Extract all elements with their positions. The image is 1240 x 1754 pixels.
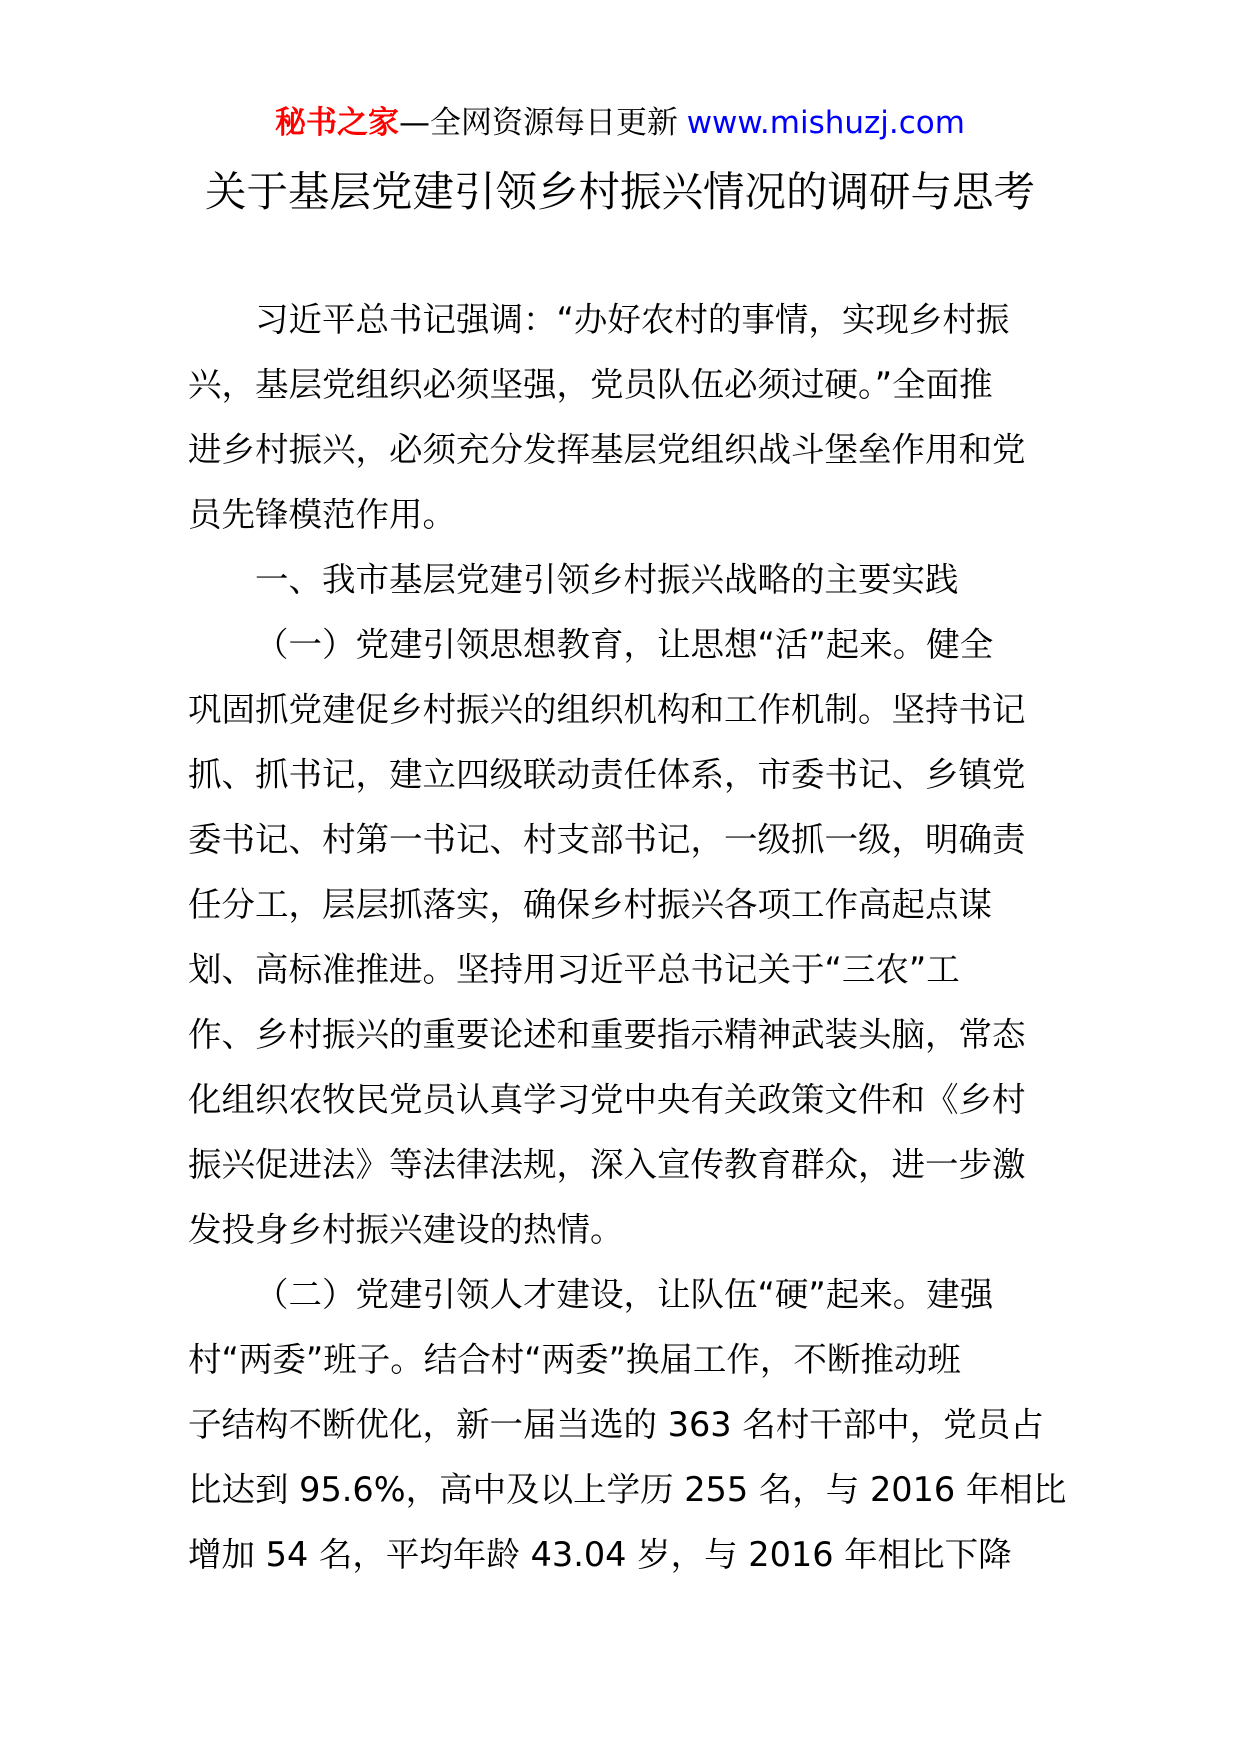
paragraph-line: 村“两委”班子。结合村“两委”换届工作，不断推动班 <box>188 1340 961 1379</box>
paragraph-line: 化组织农牧民党员认真学习党中央有关政策文件和《乡村 <box>188 1080 1026 1119</box>
document-body <box>188 287 1088 1587</box>
paragraph-line: （一）党建引领思想教育，让思想“活”起来。健全 <box>255 625 994 664</box>
paragraph-line: 兴，基层党组织必须坚强，党员队伍必须过硬。”全面推 <box>188 365 993 404</box>
paragraph-intro <box>188 287 1088 547</box>
paragraph-line: 员先锋模范作用。 <box>188 495 456 534</box>
paragraph-line: 振兴促进法》等法律法规，深入宣传教育群众，进一步激 <box>188 1145 1026 1184</box>
paragraph-line: 划、高标准推进。坚持用习近平总书记关于“三农”工 <box>188 950 960 989</box>
paragraph-subsection-1 <box>188 612 1088 1262</box>
paragraph-line: （二）党建引领人才建设，让队伍“硬”起来。建强 <box>255 1275 994 1314</box>
brand-name: 秘书之家 <box>275 105 400 141</box>
paragraph-line: 巩固抓党建促乡村振兴的组织机构和工作机制。坚持书记 <box>188 690 1026 729</box>
paragraph-line: 子结构不断优化，新一届当选的 363 名村干部中，党员占 <box>188 1405 1044 1444</box>
section-heading <box>188 547 1088 612</box>
section-heading-text: 一、我市基层党建引领乡村振兴战略的主要实践 <box>255 560 959 599</box>
document-title: 关于基层党建引领乡村振兴情况的调研与思考 <box>204 167 1035 216</box>
paragraph-subsection-2 <box>188 1262 1088 1587</box>
paragraph-line: 委书记、村第一书记、村支部书记，一级抓一级，明确责 <box>188 820 1026 859</box>
paragraph-line: 作、乡村振兴的重要论述和重要指示精神武装头脑，常态 <box>188 1015 1026 1054</box>
site-header <box>0 100 1240 146</box>
paragraph-line: 发投身乡村振兴建设的热情。 <box>188 1210 624 1249</box>
header-tagline: —全网资源每日更新 <box>399 105 679 141</box>
paragraph-line: 任分工，层层抓落实，确保乡村振兴各项工作高起点谋 <box>188 885 992 924</box>
paragraph-line: 比达到 95.6%，高中及以上学历 255 名，与 2016 年相比 <box>188 1470 1067 1509</box>
paragraph-line: 习近平总书记强调：“办好农村的事情，实现乡村振 <box>255 300 1010 339</box>
paragraph-line: 进乡村振兴，必须充分发挥基层党组织战斗堡垒作用和党 <box>188 430 1026 469</box>
site-url: www.mishuzj.com <box>686 105 965 141</box>
paragraph-line: 增加 54 名，平均年龄 43.04 岁，与 2016 年相比下降 <box>188 1535 1012 1574</box>
paragraph-line: 抓、抓书记，建立四级联动责任体系，市委书记、乡镇党 <box>188 755 1026 794</box>
